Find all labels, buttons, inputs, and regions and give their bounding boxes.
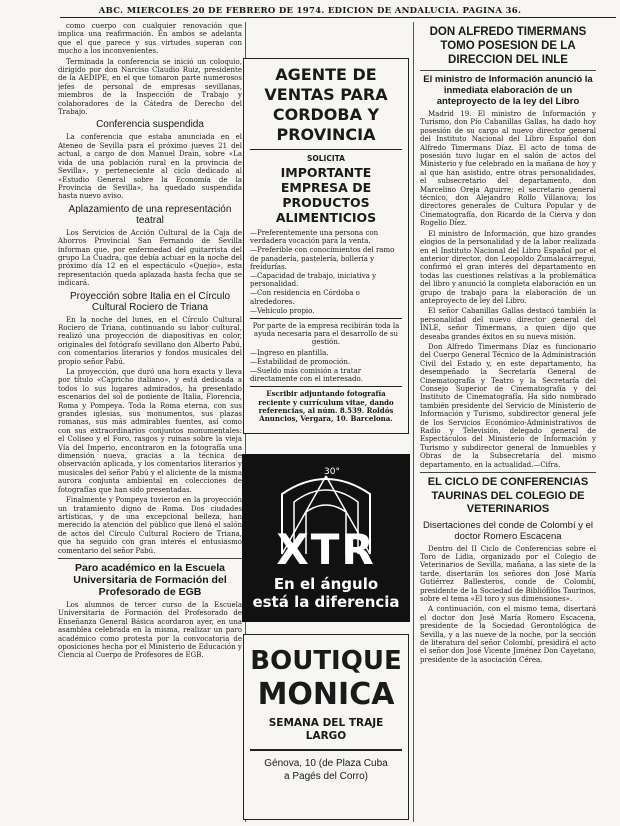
- section-text-paro: Los alumnos de tercer curso de la Escuela Universitaria de Formación del Profesorado de Enseñanza General Básica acordaron ayer, en una asamblea celebrada en la misma, realizar un paro académico como protesta por la convocatoria de oposiciones hecha por el Ministerio de Educación y Ciencia al Cuerpo de Profesores de EGB.: [58, 600, 242, 660]
- ad-agente-company: IMPORTANTE EMPRESA DE PRODUCTOS ALIMENTICIOS: [275, 165, 377, 225]
- intro-paragraph: Terminada la conferencia se inició un coloquio, dirigido por don Narciso Claudio Ruiz, presidente de la AEDIPE, en el que tomaron parte numerosos jefes de personal de empresas sevillanas, miembros de la Inspección de Trabajo y colaboradores de la Cátedra de Derecho del Trabajo.: [58, 57, 242, 117]
- column-rule: [420, 472, 596, 473]
- section-text-aplazamiento: Los Servicios de Acción Cultural de la Caja de Ahorros Provincial San Fernando de Sevilla informan que, por enfermedad del guitarrista del grupo La Cuadra, que debía actuar en la noche del próximo día 12 en el espectáculo «Quejío», esta representación queda aplazada hasta fecha que se indicará.: [58, 228, 242, 288]
- column-divider: [413, 22, 414, 822]
- ad-rule: [250, 149, 402, 150]
- article-title-timermans: DON ALFREDO TIMERMANS TOMO POSESION DE LA DIRECCION DEL INLE: [429, 26, 587, 66]
- ad-agente-contact: Escribir adjuntando fotografía reciente y currículum vitae, dando referencias, al núm. 8.539. Roldós Anuncios, Vergara, 10. Barcelona.: [258, 389, 394, 424]
- intro-paragraph: como cuerpo con cualquier renovación que implica una reafirmación. En ambos se adelanta que el que parece y sus virtudes superan con mucho a los inconvenientes.: [58, 22, 242, 56]
- article-paragraph: Don Alfredo Timermans Díaz es funcionario del Cuerpo General Técnico de la Administración Civil del Estado y, en este departamento, ha desempeñado la Secretaría General de Cinematografía y Teatro y la Secretaría del Consejo Superior de Cinematografía y del Instituto de Cinematografía. Ha sido nombrado también presidente del Servicio de Ministerio de Información y Turismo, subdirector general jefe de los Servicios Económico-Administrativos de Radio y Televisión, delegado general de Espectáculos del Ministerio de Información y Turismo y subdirector general de Inmuebles y Obras de la Subsecretaría del mismo departamento, en la actualidad.—Cifra.: [420, 342, 596, 469]
- right-column: [420, 22, 596, 822]
- boutique-line3: SEMANA DEL TRAJE LARGO: [268, 717, 384, 742]
- xtr-slogan-1: En el ángulo: [273, 575, 379, 593]
- requirement-item: —Preferible con conocimientos del ramo de panadería, pastelería, bollería y freidurías.: [250, 246, 395, 271]
- xtr-ad: [242, 454, 410, 622]
- boutique-line2: MONICA: [257, 677, 395, 712]
- ad-agente-title: AGENTE DE VENTAS PARA CORDOBA Y PROVINCIA: [264, 65, 388, 144]
- column-rule: [58, 558, 242, 559]
- article-title-ciclo: EL CICLO DE CONFERENCIAS TAURINAS DEL COLEGIO DE VETERINARIOS: [427, 476, 589, 516]
- angle-degree-label: 30°: [324, 467, 340, 477]
- classified-ad-agente: [243, 58, 409, 434]
- ad-rule: [250, 386, 402, 387]
- offer-item: —Ingreso en plantilla.: [250, 348, 329, 357]
- article-subtitle-ciclo: Disertaciones del conde de Colombí y el doctor Romero Escacena: [422, 519, 594, 542]
- requirement-item: —Vehículo propio.: [250, 306, 315, 315]
- xtr-brand: XTR: [276, 525, 376, 574]
- section-text-proyeccion: La proyección, que duró una hora exacta y lleva por título «Capricho italiano», y está dedicada a todos lo sus lugares admirados, ha presentado escenarios del sol de poniente de Italia, Florencia, Roma y Pompeya. Toda la Roma eterna, con sus grandes iglesias, sus monumentos, sus plazas romanas, sus más admirables fuentes, así como con sus extraordinarios conjuntos monumentales: el Coliseo y el Foro, rasgos y ruinas sobre la vieja Vía del Imperio, encontraron en la fotografía una dimensión nueva, gracias a la técnica de observación aplicada, y los comentarios literarios y musicales del señor Pabú y el aliciente de la misma aurora conjunta ambiental en colecciones de fotografías que han sido presentadas.: [58, 368, 242, 494]
- header-rule: [60, 17, 616, 18]
- ad-agente-offer-intro: Por parte de la empresa recibirán toda la ayuda necesaria para el desarrollo de su gestión.: [252, 322, 400, 347]
- article-paragraph: Madrid 19. El ministro de Información y Turismo, don Pío Cabanillas Gallas, ha dado hoy posesión de su cargo al nuevo director general del Instituto Nacional del Libro Español don Alfredo Timermans Díaz. El acto de toma de posesión tuvo lugar en el salón de actos del Ministerio y fue celebrado en la mañana de hoy y al que han asistido, entre otras personalidades, el subsecretario del departamento, don Marcelino Oreja Aguirre; el secretario general técnico, don Alejandro Rollo Villanova; los directores generales de Cultura Popular y de Cinematografía, don Ricardo de la Cierva y don Rogelio Díez.: [420, 110, 596, 228]
- article-paragraph: El señor Cabanillas Gallas destacó también la personalidad del nuevo director general del INLE, señor Timermans, a quien dijo que deseaba grandes éxitos en su nueva misión.: [420, 307, 596, 341]
- boutique-line1: BOUTIQUE: [250, 646, 402, 676]
- offer-item: —Estabilidad de promoción.: [250, 357, 351, 366]
- article-paragraph: A continuación, con el mismo tema, disertará el doctor don José María Romero Escacena, presidente de la Sociedad Gerontológica de Sevilla, y a las nueve de la noche, por la sección de literatura del señor Colombí, presidirá el acto el señor don José Vicente Jiménez Don Cayetano, presidente de la asociación Cérea.: [420, 605, 596, 664]
- requirement-item: —Con residencia en Córdoba o alrededores.: [250, 289, 360, 306]
- offer-item: —Sueldo más comisión a tratar directamente con el interesado.: [250, 367, 363, 384]
- section-text-conferencia: La conferencia que estaba anunciada en el Ateneo de Sevilla para el próximo jueves 21 del actual, a cargo de don Manuel Drain, sobre «La vida de una población rural en la provincia de Sevilla», y perteneciente al ciclo dedicado al «Estudio General sobre la Economía de la Provincia de Sevilla», ha quedado suspendida hasta nuevo aviso.: [58, 133, 242, 201]
- requirement-item: —Capacidad de trabajo, iniciativa y personalidad.: [250, 272, 377, 289]
- ad-agente-solicita: SOLICITA: [307, 154, 345, 163]
- section-text-proyeccion: Finalmente y Pompeya tuvieron en la proyección un tratamiento digno de Roma. Dos ciudades artísticas, y de una excepcional belleza, han merecido la atención del público que llenó el salón de actos del Círculo Cultural Rociero de Triana, que ha seguido con gran interés el entusiasmo comentario del señor Pabú.: [58, 496, 242, 555]
- section-text-proyeccion: En la noche del lunes, en el Círculo Cultural Rociero de Triana, continuando su labor cultural, realizó una proyección de diapositivas en color, originales del fotógrafo sevillano don Alberto Pabú, con comentarios literarios y fondos musicales del propio señor Pabú.: [58, 315, 242, 366]
- ad-agente-requirements: [250, 229, 402, 315]
- requirement-item: —Preferentemente una persona con verdadera vocación para la venta.: [250, 229, 379, 246]
- boutique-address-2: a Pagés del Corro): [284, 770, 368, 782]
- boutique-address-1: Génova, 10 (de Plaza Cuba: [264, 757, 388, 769]
- ad-rule: [250, 318, 402, 319]
- left-column: [58, 22, 242, 822]
- xtr-slogan-2: está la diferencia: [252, 593, 400, 611]
- boutique-monica-ad: [243, 634, 409, 820]
- section-title-proyeccion: Proyección sobre Italia en el Círculo Cultural Rociero de Triana: [69, 290, 231, 313]
- page-header: ABC. MIERCOLES 20 DE FEBRERO DE 1974. EDICION DE ANDALUCIA. PAGINA 36.: [98, 6, 522, 16]
- column-rule: [420, 70, 596, 71]
- section-title-paro: Paro académico en la Escuela Universitaria de Formación del Profesorado de EGB: [73, 561, 227, 598]
- section-title-conferencia: Conferencia suspendida: [96, 119, 204, 131]
- section-title-aplazamiento: Aplazamiento de una representación teatral: [68, 203, 232, 226]
- article-paragraph: El ministro de Información, que hizo grandes elogios de la personalidad y de la labor realizada en el Instituto Nacional del Libro Español por el anterior director, don Leopoldo Zumalacárregui, confirmó el gran interés del departamento en todas las cuestiones relativas a la problemática del libro y anunció la completa elaboración en un grupo de trabajo para la elaboración de un anteproyecto de ley del Libro.: [420, 229, 596, 305]
- ad-agente-offer: [250, 349, 402, 384]
- article-paragraph: Dentro del II Ciclo de Conferencias sobre el Toro de Lidia, organizado por el Colegio de Veterinarios de Sevilla, mañana, a las siete de la tarde, disertarán los señores don José María Gutiérrez Ballesteros, conde de Colombí, presidente de la Sociedad de Bibliófilos Taurinos, sobre el tema «El toro y sus dimensiones».: [420, 544, 596, 603]
- ad-rule: [250, 749, 402, 751]
- article-subtitle-timermans: El ministro de Información anunció la inmediata elaboración de un anteproyecto de la ley del Libro: [423, 74, 593, 107]
